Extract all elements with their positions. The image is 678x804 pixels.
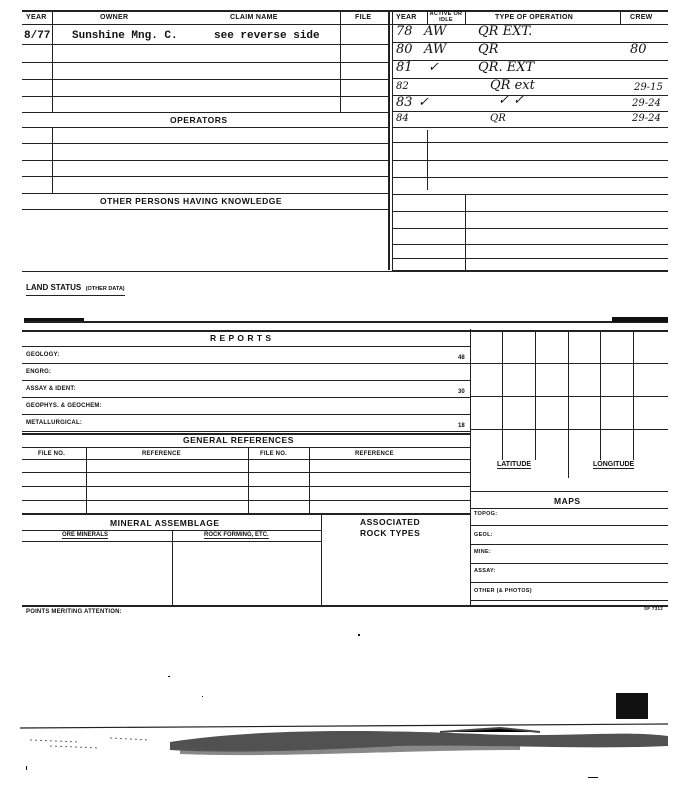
col-file: FILE <box>355 14 372 21</box>
owner-year: 8/77 <box>24 30 51 42</box>
op-row-2-status: AW <box>424 42 447 57</box>
scan-mark-square <box>616 693 648 719</box>
report-geology-num: 48 <box>458 355 465 361</box>
map-assay: ASSAY: <box>474 568 496 574</box>
report-assay: ASSAY & IDENT: <box>26 386 76 392</box>
gen-ref-reference: REFERENCE <box>142 451 181 457</box>
op-row-4-year: 82 <box>396 81 409 92</box>
col-type-operation: TYPE OF OPERATION <box>495 14 574 21</box>
mineral-assemblage-heading: MINERAL ASSEMBLAGE <box>110 518 220 528</box>
rock-types-heading: ROCK TYPES <box>360 528 421 538</box>
op-row-5-crew: 29-24 <box>632 98 661 109</box>
operators-heading: OPERATORS <box>170 115 228 125</box>
report-assay-num: 30 <box>458 389 465 395</box>
op-row-3-status: ✓ <box>428 60 439 75</box>
op-row-2-year: 80 <box>396 42 413 57</box>
scan-smear-graphic <box>20 720 668 758</box>
associated-heading: ASSOCIATED <box>360 517 421 527</box>
report-engrg: ENGRG: <box>26 369 52 375</box>
reports-heading: R E P O R T S <box>210 333 272 343</box>
report-metallurgical-num: 18 <box>458 423 465 429</box>
op-row-1-type: QR EXT. <box>478 24 533 39</box>
land-status-label: LAND STATUS <box>26 283 82 292</box>
op-row-5-type: ✓ ✓ <box>498 93 524 108</box>
op-row-1-year: 78 <box>396 24 413 39</box>
col-year-2: YEAR <box>396 14 417 21</box>
gen-ref-file-no: FILE NO. <box>38 451 65 457</box>
general-references-heading: GENERAL REFERENCES <box>183 435 294 445</box>
op-row-6-type: QR <box>490 113 506 124</box>
col-year: YEAR <box>26 14 47 21</box>
op-row-3-year: 81 <box>396 60 413 75</box>
op-row-2-type: QR <box>478 42 499 57</box>
op-row-5-status: ✓ <box>418 95 429 110</box>
land-status-sublabel: (OTHER DATA) <box>85 286 125 292</box>
op-row-1-status: AW <box>424 24 447 39</box>
map-geol: GEOL: <box>474 532 493 538</box>
op-row-6-year: 84 <box>396 113 409 124</box>
op-row-6-crew: 29-24 <box>632 113 661 124</box>
points-meriting-attention: POINTS MERITING ATTENTION: <box>26 609 122 615</box>
ore-minerals-label: ORE MINERALS <box>62 532 109 538</box>
scan-artifact-band <box>20 720 668 758</box>
op-row-4-crew: 29-15 <box>634 82 663 93</box>
map-topog: TOPOG: <box>474 511 498 517</box>
rock-forming-label: ROCK FORMING, ETC. <box>204 532 269 538</box>
map-other: OTHER (& PHOTOS) <box>474 588 532 594</box>
report-metallurgical: METALLURGICAL: <box>26 420 83 426</box>
claim-name: see reverse side <box>214 30 320 42</box>
owner-name: Sunshine Mng. C. <box>72 30 178 42</box>
col-crew: CREW <box>630 14 653 21</box>
report-geology: GEOLOGY: <box>26 352 60 358</box>
maps-heading: MAPS <box>554 496 581 506</box>
col-owner: OWNER <box>100 14 129 21</box>
other-persons-heading: OTHER PERSONS HAVING KNOWLEDGE <box>100 196 283 206</box>
op-row-3-type: QR. EXT <box>478 60 535 75</box>
col-claim-name: CLAIM NAME <box>230 14 278 21</box>
form-number: SF 7312 <box>644 606 664 611</box>
col-active-idle: ACTIVE OR IDLE <box>429 11 463 23</box>
map-mine: MINE: <box>474 549 492 555</box>
land-status-heading <box>26 277 125 296</box>
op-row-2-crew: 80 <box>630 42 647 57</box>
op-row-5-year: 83 <box>396 95 413 110</box>
report-geophys: GEOPHYS. & GEOCHEM: <box>26 403 102 409</box>
longitude-label: LONGITUDE <box>593 461 635 468</box>
op-row-4-type: QR ext <box>490 78 535 93</box>
gen-ref-file-no-2: FILE NO. <box>260 451 287 457</box>
gen-ref-reference-2: REFERENCE <box>355 451 394 457</box>
latitude-label: LATITUDE <box>497 461 532 468</box>
